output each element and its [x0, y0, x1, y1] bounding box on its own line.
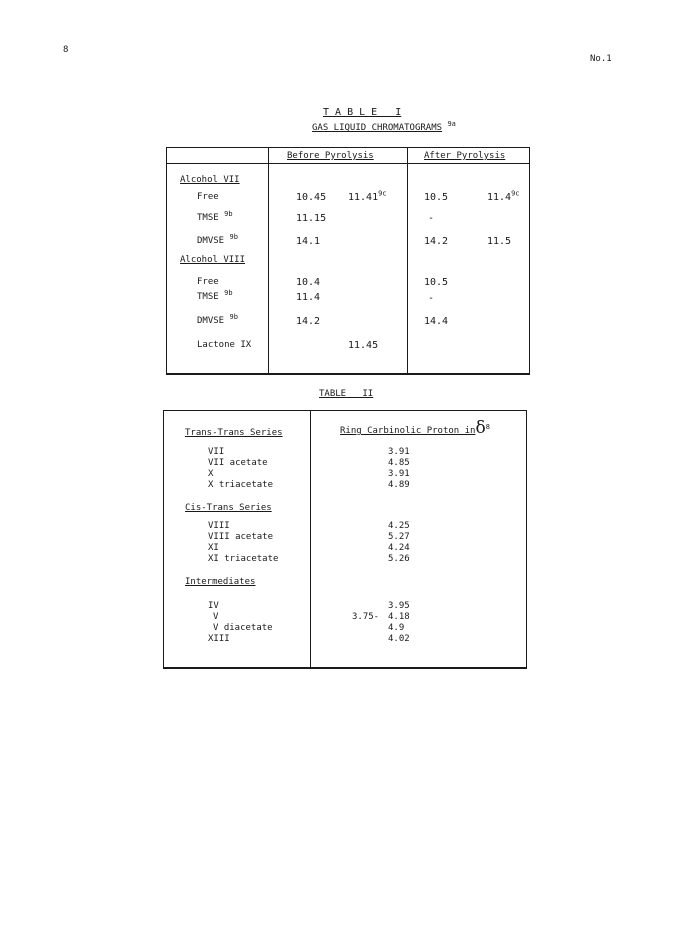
item-value: 3.91	[388, 447, 410, 457]
table1-group-alcohol-vii: Alcohol VII	[180, 175, 240, 185]
issue-number: No.1	[590, 54, 612, 64]
item-value: 4.85	[388, 458, 410, 468]
item-value: 4.18	[388, 612, 410, 622]
table1-col-divider-1	[268, 147, 269, 375]
table2-group-heading: Trans-Trans Series	[185, 428, 283, 438]
before-value-1: 14.1	[296, 236, 321, 247]
after-value-2: $11.4^{9c}$	[487, 189, 520, 203]
before-value-2: 11.45	[348, 340, 379, 351]
item-label: VIII acetate	[208, 532, 274, 542]
delta-symbol: δ	[475, 418, 486, 438]
row-label: DMVSE $^{9b}$	[197, 313, 238, 326]
before-value-1: 11.15	[296, 213, 327, 224]
table2-right-border	[526, 410, 527, 669]
item-value: 5.26	[388, 554, 410, 564]
item-value: 4.24	[388, 543, 410, 553]
after-value-1: 10.5	[424, 192, 449, 203]
row-label: Lactone IX	[197, 340, 252, 350]
after-value-2: 11.5	[487, 236, 512, 247]
item-value: 3.91	[388, 469, 410, 479]
table2-top-border	[163, 410, 527, 411]
item-label: V diacetate	[213, 623, 273, 633]
item-value-prefix: 3.75-	[352, 612, 380, 622]
after-value-1: 14.4	[424, 316, 449, 327]
before-value-1: 11.4	[296, 292, 321, 303]
item-value: 4.9	[388, 623, 405, 633]
table1-subtitle-wrap	[312, 120, 456, 134]
table2-col-header-wrap	[340, 418, 490, 438]
item-label: V	[213, 612, 219, 622]
item-label: XIII	[208, 634, 230, 644]
before-value-1: 14.2	[296, 316, 321, 327]
table2-bottom-border	[163, 667, 527, 669]
table1-subtitle: GAS LIQUID CHROMATOGRAMS	[312, 123, 443, 133]
page-number: 8	[63, 45, 69, 55]
table1-header-border	[166, 163, 530, 164]
table1-bottom-border	[166, 373, 530, 375]
row-label: TMSE $^{9b}$	[197, 289, 233, 302]
after-value-1: 10.5	[424, 277, 449, 288]
table2-group-heading: Cis-Trans Series	[185, 503, 272, 513]
row-label: TMSE $^{9b}$	[197, 210, 233, 223]
item-label: IV	[208, 601, 219, 611]
table2-col-divider	[310, 410, 311, 669]
before-value-2: $11.41^{9c}$	[348, 189, 387, 203]
item-label: VII	[208, 447, 225, 457]
after-value-1: -	[428, 293, 435, 304]
table1-col-divider-2	[407, 147, 408, 375]
item-value: 3.95	[388, 601, 410, 611]
table1-title: T A B L E I	[323, 107, 402, 118]
after-value-1: 14.2	[424, 236, 449, 247]
item-value: 4.89	[388, 480, 410, 490]
table2-group-heading: Intermediates	[185, 577, 256, 587]
item-label: VIII	[208, 521, 230, 531]
row-label: Free	[197, 277, 219, 287]
item-value: 4.02	[388, 634, 410, 644]
table2-title: TABLE II	[319, 389, 374, 399]
after-value-1: -	[428, 213, 435, 224]
row-label: DMVSE $^{9b}$	[197, 233, 238, 246]
before-value-1: 10.4	[296, 277, 321, 288]
item-label: XI triacetate	[208, 554, 279, 564]
item-label: X	[208, 469, 214, 479]
table1-left-border	[166, 147, 167, 375]
table1-right-border	[529, 147, 530, 375]
item-label: X triacetate	[208, 480, 274, 490]
item-label: VII acetate	[208, 458, 268, 468]
table2-col-header: Ring Carbinolic Proton in	[340, 426, 476, 436]
table1-group-alcohol-viii: Alcohol VIII	[180, 255, 246, 265]
table2-col-ref: 8	[485, 423, 490, 431]
before-value-1: 10.45	[296, 192, 327, 203]
row-label: Free	[197, 192, 219, 202]
item-value: 5.27	[388, 532, 410, 542]
item-label: XI	[208, 543, 219, 553]
table1-subtitle-ref: 9a	[447, 120, 456, 128]
table1-col-after: After Pyrolysis	[424, 151, 506, 161]
table2-left-border	[163, 410, 164, 669]
item-value: 4.25	[388, 521, 410, 531]
table1-top-border	[166, 147, 530, 148]
table1-col-before: Before Pyrolysis	[287, 151, 374, 161]
